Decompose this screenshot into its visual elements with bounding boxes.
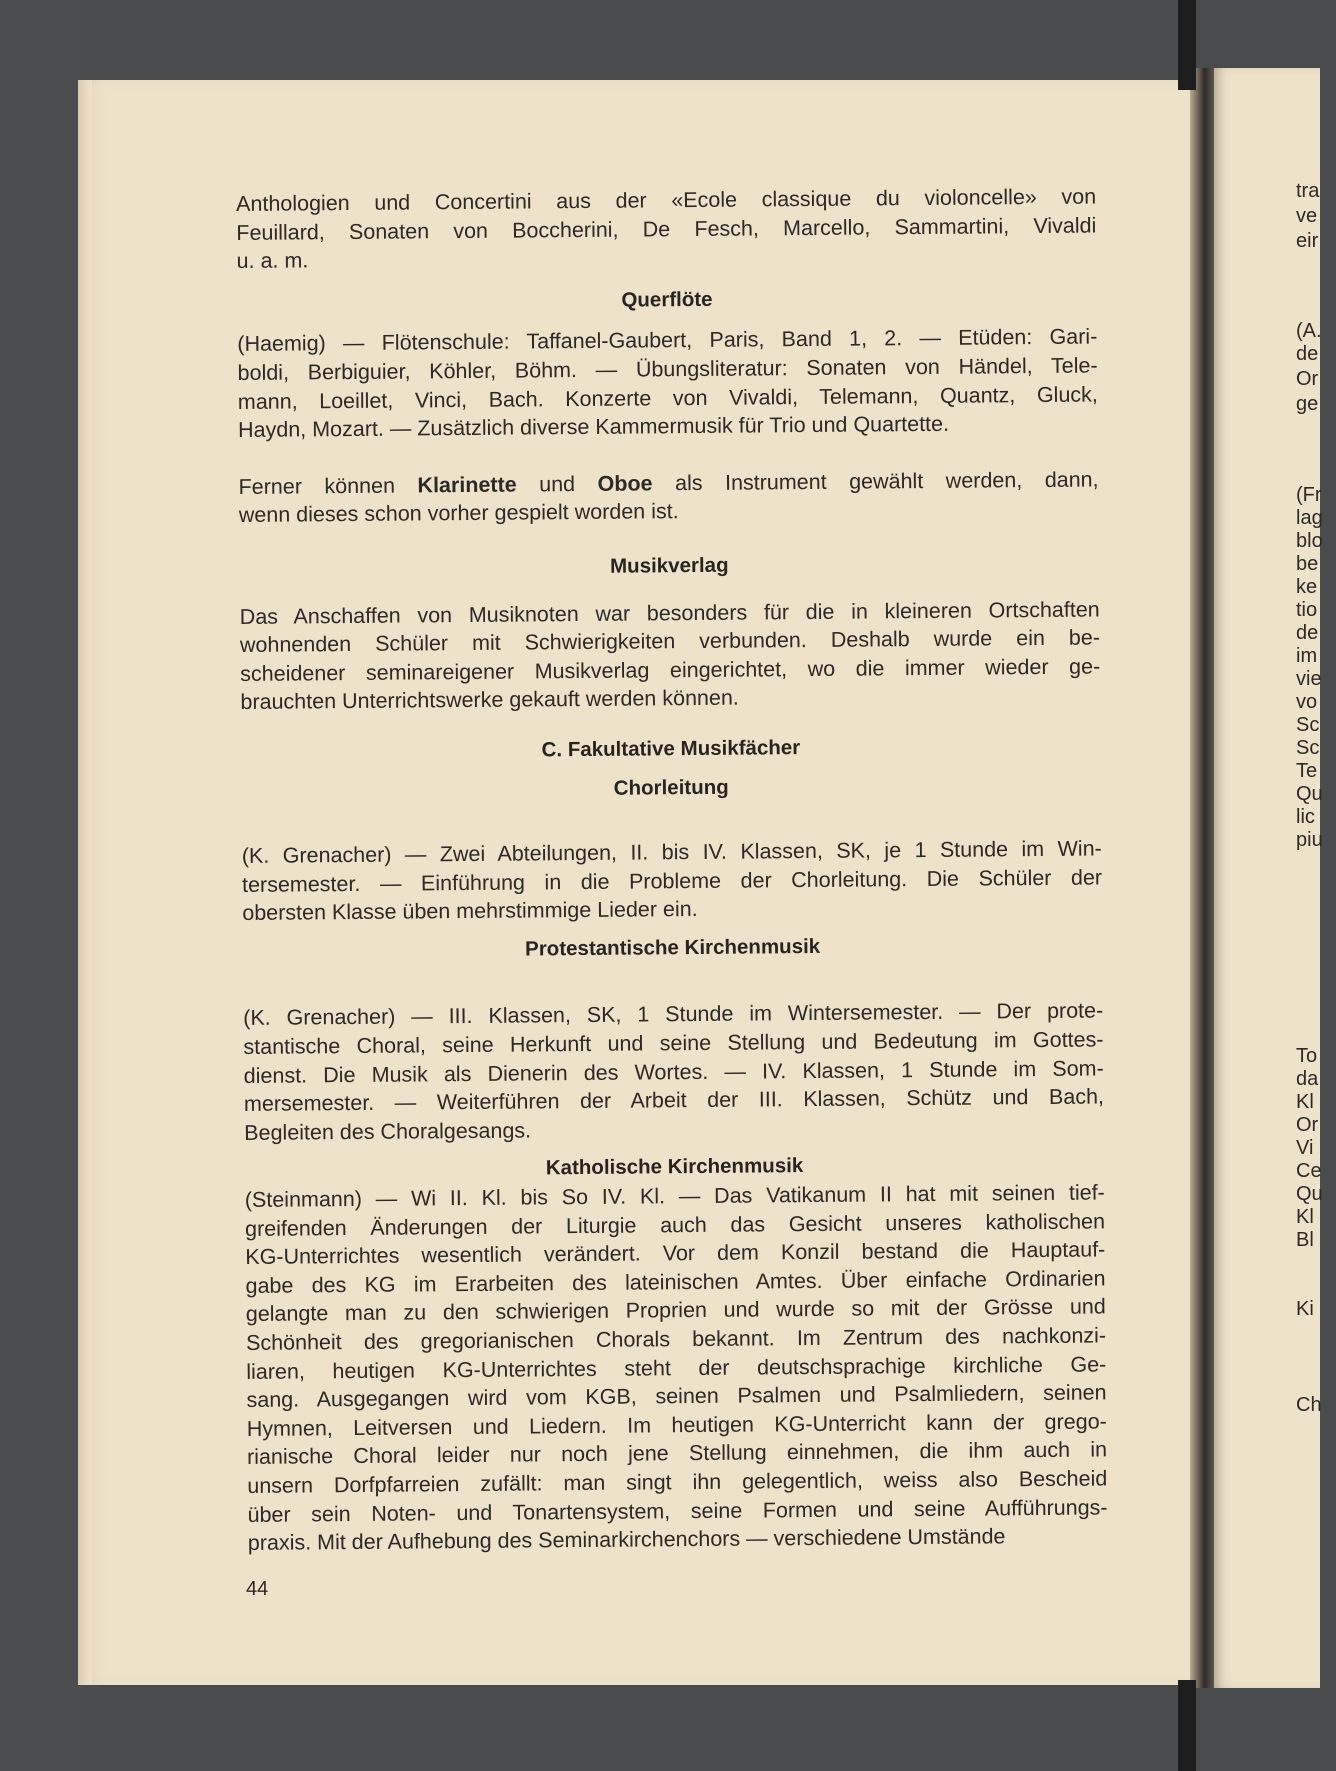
text-line: Das Anschaffen von Musiknoten war besonders für die in kleineren Ortschaften: [239, 597, 1100, 629]
text-line: Schönheit des gregorianischen Chorals bekannt. Im Zentrum des nachkonzi-: [245, 1323, 1107, 1355]
text-line: unsern Dorfpfarreien zufällt: man singt ihn gelegentlich, weiss also Bescheid: [247, 1466, 1108, 1498]
text-line: boldi, Berbiguier, Köhler, Böhm. — Übungsliteratur: Sonaten von Händel, Tele-: [237, 353, 1098, 385]
text-line: Feuillard, Sonaten von Boccherini, De Fesch, Marcello, Sammartini, Vivaldi: [236, 213, 1097, 245]
adjacent-text-fragment: Kl: [1296, 1206, 1314, 1228]
page-edges: [78, 80, 92, 1685]
text-line: Haydn, Mozart. — Zusätzlich diverse Kammermusik für Trio und Quartette.: [237, 411, 950, 443]
text-line: brauchten Unterrichtswerke gekauft werden können.: [240, 685, 739, 715]
adjacent-text-fragment: To: [1296, 1045, 1318, 1067]
subsection-heading: Protestantische Kirchenmusik: [524, 934, 821, 961]
subsection-heading: Querflöte: [621, 287, 713, 312]
adjacent-text-fragment: blo: [1296, 530, 1323, 552]
page-number: 44: [246, 1578, 269, 1600]
adjacent-text-fragment: Bl: [1296, 1229, 1314, 1251]
text-line: wohnenden Schüler mit Schwierigkeiten verbunden. Deshalb wurde ein be-: [239, 625, 1101, 658]
book-gutter: [1190, 68, 1214, 1688]
bold-term: Oboe: [597, 471, 653, 496]
adjacent-text-fragment: Ki: [1296, 1298, 1314, 1320]
spine-shadow-top: [1178, 0, 1196, 90]
adjacent-text-fragment: vo: [1296, 691, 1318, 713]
adjacent-page: [1214, 68, 1320, 1688]
text-line: obersten Klasse üben mehrstimmige Lieder ein.: [242, 897, 698, 926]
text-line: Begleiten des Choralgesangs.: [244, 1118, 532, 1145]
paragraph: [237, 323, 1098, 445]
adjacent-text-fragment: vie: [1296, 668, 1322, 690]
section-heading: C. Fakultative Musikfächer: [541, 736, 801, 762]
adjacent-text-fragment: lic: [1296, 806, 1315, 828]
text-line: wenn dieses schon vorher gespielt worden ist.: [238, 499, 679, 528]
subsection-heading: Katholische Kirchenmusik: [545, 1154, 804, 1180]
paragraph: [242, 835, 1103, 928]
text-line: über sein Noten- und Tonartensystem, seine Formen und seine Aufführungs-: [247, 1495, 1108, 1527]
text-line: sang. Ausgegangen wird vom KGB, seinen Psalmen und Psalmliedern, seinen: [246, 1380, 1107, 1413]
subsection-heading: Musikverlag: [609, 553, 729, 578]
subsection-heading: Chorleitung: [613, 775, 729, 800]
text-line: greifenden Änderungen der Liturgie auch das Gesicht unseres katholischen: [244, 1209, 1106, 1241]
text-line: mersemester. — Weiterführen der Arbeit der III. Klassen, Schütz und Bach,: [243, 1084, 1105, 1117]
paragraph: [245, 1178, 1108, 1557]
text-line: Anthologien und Concertini aus der «Ecole classique du violoncelle» von: [236, 184, 1097, 216]
text-run: Ferner können: [238, 473, 418, 499]
adjacent-text-fragment: Sc: [1296, 714, 1320, 736]
adjacent-text-fragment: de: [1296, 343, 1319, 365]
adjacent-text-fragment: tra: [1296, 180, 1320, 202]
paragraph: [236, 182, 1097, 275]
adjacent-text-fragment: tio: [1296, 599, 1318, 621]
adjacent-text-fragment: Sc: [1296, 737, 1320, 759]
adjacent-text-fragment: piu: [1296, 829, 1323, 851]
adjacent-text-fragment: Ce: [1296, 1160, 1322, 1182]
adjacent-text-fragment: lag: [1296, 507, 1323, 529]
adjacent-text-fragment: Ch: [1296, 1394, 1322, 1416]
bold-term: Klarinette: [417, 472, 517, 498]
text-line: dienst. Die Musik als Dienerin des Wortes. — IV. Klassen, 1 Stunde im Som-: [243, 1056, 1104, 1088]
adjacent-text-fragment: de: [1296, 622, 1319, 644]
adjacent-text-fragment: ge: [1296, 393, 1319, 415]
text-line: gelangte man zu den schwierigen Proprien und wurde so mit der Grösse und: [245, 1294, 1106, 1327]
text-line: (K. Grenacher) — Zwei Abteilungen, II. bis IV. Klassen, SK, je 1 Stunde im Win-: [241, 836, 1102, 869]
text-line: (Steinmann) — Wi II. Kl. bis So IV. Kl. — Das Vatikanum II hat mit seinen tief-: [244, 1180, 1105, 1212]
text-run: als Instrument gewählt werden, dann,: [652, 467, 1099, 496]
text-line: mann, Loeillet, Vinci, Bach. Konzerte von Vivaldi, Telemann, Quantz, Gluck,: [237, 382, 1098, 414]
text-line: gabe des KG im Erarbeiten des lateinischen Amtes. Über einfache Ordinarien: [245, 1266, 1106, 1298]
adjacent-text-fragment: Or: [1296, 368, 1319, 390]
adjacent-text-fragment: Or: [1296, 1114, 1319, 1136]
text-run: und: [516, 471, 598, 497]
adjacent-text-fragment: (Fr: [1296, 484, 1322, 506]
paragraph: [238, 465, 1098, 530]
paragraph: [243, 997, 1104, 1147]
text-line: (Haemig) — Flötenschule: Taffanel-Gaubert, Paris, Band 1, 2. — Etüden: Gari-: [237, 324, 1098, 357]
scan-background: [0, 0, 80, 1771]
text-line: stantische Choral, seine Herkunft und seine Stellung und Bedeutung im Gottes-: [243, 1027, 1104, 1060]
text-line: u. a. m.: [236, 248, 309, 274]
adjacent-text-fragment: Qu: [1296, 1183, 1323, 1205]
paragraph: [240, 595, 1101, 717]
text-line: scheidener seminareigener Musikverlag eingerichtet, wo die immer wieder ge-: [240, 654, 1101, 686]
text-line: KG-Unterrichtes wesentlich verändert. Vor dem Konzil bestand die Hauptauf-: [245, 1237, 1106, 1270]
text-line: praxis. Mit der Aufhebung des Seminarkirchenchors — verschiedene Umstände: [247, 1524, 1006, 1556]
adjacent-text-fragment: Kl: [1296, 1091, 1314, 1113]
text-line: rianische Choral leider nur noch jene Stellung einnehmen, die ihm auch in: [246, 1437, 1108, 1470]
adjacent-text-fragment: Qu: [1296, 783, 1323, 805]
adjacent-text-fragment: (A.: [1296, 320, 1322, 342]
adjacent-text-fragment: Vi: [1296, 1137, 1314, 1159]
text-line: Hymnen, Leitversen und Liedern. Im heutigen KG-Unterricht kann der grego-: [246, 1409, 1107, 1441]
adjacent-text-fragment: ke: [1296, 576, 1318, 598]
spine-shadow-bottom: [1178, 1680, 1196, 1771]
page-text-body: [236, 182, 1108, 1557]
adjacent-text-fragment: ve: [1296, 205, 1318, 227]
text-line: tersemester. — Einführung in die Probleme der Chorleitung. Die Schüler der: [241, 865, 1103, 897]
adjacent-text-fragment: im: [1296, 645, 1318, 667]
adjacent-text-fragment: eir: [1296, 230, 1319, 252]
adjacent-text-fragment: be: [1296, 553, 1319, 575]
text-line: (K. Grenacher) — III. Klassen, SK, 1 Stunde im Wintersemester. — Der prote-: [243, 998, 1104, 1031]
adjacent-text-fragment: Te: [1296, 760, 1318, 782]
text-line: liaren, heutigen KG-Unterrichtes steht der deutschsprachige kirchliche Ge-: [246, 1352, 1107, 1384]
adjacent-text-fragment: da: [1296, 1068, 1319, 1090]
